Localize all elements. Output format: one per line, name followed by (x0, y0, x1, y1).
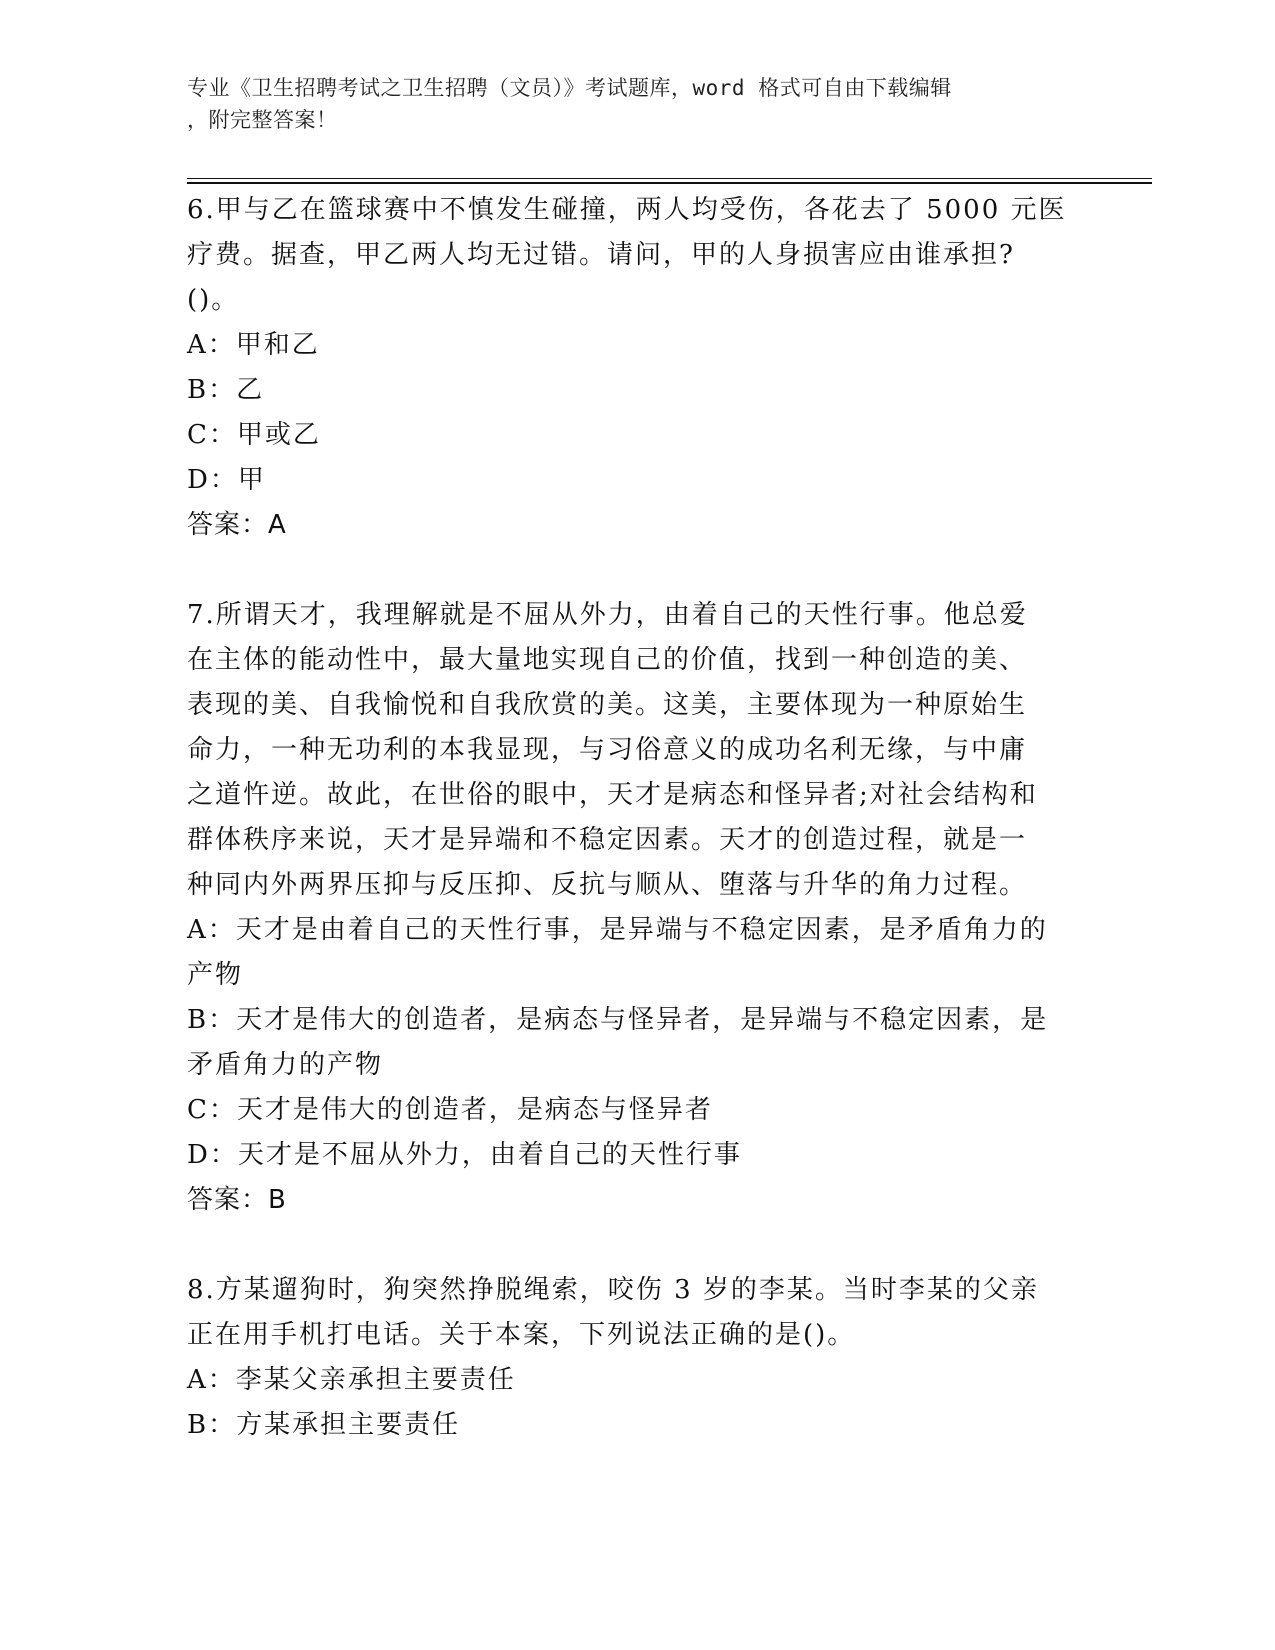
option-b: B：乙 (187, 375, 265, 405)
answer-label: 答案：B (187, 1185, 287, 1215)
question-stem-line: 群体秩序来说，天才是异端和不稳定因素。天才的创造过程，就是一 (187, 825, 1028, 855)
question-stem-line: 命力，一种无功利的本我显现，与习俗意义的成功名利无缘，与中庸 (187, 735, 1028, 765)
question-stem-line: 7.所谓天才，我理解就是不屈从外力，由着自己的天性行事。他总爱 (187, 600, 1028, 630)
question-stem-line: 疗费。据查，甲乙两人均无过错。请问，甲的人身损害应由谁承担? (187, 240, 1015, 270)
header-line-1: 专业《卫生招聘考试之卫生招聘（文员）》考试题库，word 格式可自由下载编辑 (187, 76, 952, 100)
option-b-continued: 矛盾角力的产物 (187, 1050, 384, 1080)
option-d: D：甲 (187, 465, 266, 495)
option-c: C：甲或乙 (187, 420, 321, 450)
spacer (187, 1223, 1087, 1268)
question-6 (187, 188, 1087, 548)
header-line-2: ，附完整答案！ (187, 108, 338, 132)
option-a: A：李某父亲承担主要责任 (187, 1365, 516, 1395)
question-stem-line: 6.甲与乙在篮球赛中不慎发生碰撞，两人均受伤，各花去了 5000 元医 (187, 195, 1067, 225)
spacer (187, 548, 1087, 593)
question-stem-line: 表现的美、自我愉悦和自我欣赏的美。这美，主要体现为一种原始生 (187, 690, 1028, 720)
header-divider-thick (187, 182, 1152, 184)
question-list (187, 188, 1087, 1448)
question-8 (187, 1268, 1087, 1448)
option-a: A：天才是由着自己的天性行事，是异端与不稳定因素，是矛盾角力的 (187, 915, 1048, 945)
header-divider-thin (187, 178, 1152, 179)
question-7 (187, 593, 1087, 1223)
option-d: D：天才是不屈从外力，由着自己的天性行事 (187, 1140, 742, 1170)
option-a: A：甲和乙 (187, 330, 320, 360)
option-b: B：方某承担主要责任 (187, 1410, 461, 1440)
question-stem-line: ()。 (187, 285, 240, 315)
question-stem-line: 正在用手机打电话。关于本案，下列说法正确的是()。 (187, 1320, 856, 1350)
option-b: B：天才是伟大的创造者，是病态与怪异者，是异端与不稳定因素，是 (187, 1005, 1049, 1035)
question-stem-line: 种同内外两界压抑与反压抑、反抗与顺从、堕落与升华的角力过程。 (187, 870, 1028, 900)
question-stem-line: 在主体的能动性中，最大量地实现自己的价值，找到一种创造的美、 (187, 645, 1028, 675)
question-stem-line: 之道忤逆。故此，在世俗的眼中，天才是病态和怪异者;对社会结构和 (187, 780, 1038, 810)
answer-label: 答案：A (187, 510, 287, 540)
document-header (187, 72, 1067, 136)
option-a-continued: 产物 (187, 960, 244, 990)
option-c: C：天才是伟大的创造者，是病态与怪异者 (187, 1095, 713, 1125)
question-stem-line: 8.方某遛狗时，狗突然挣脱绳索，咬伤 3 岁的李某。当时李某的父亲 (187, 1275, 1039, 1305)
